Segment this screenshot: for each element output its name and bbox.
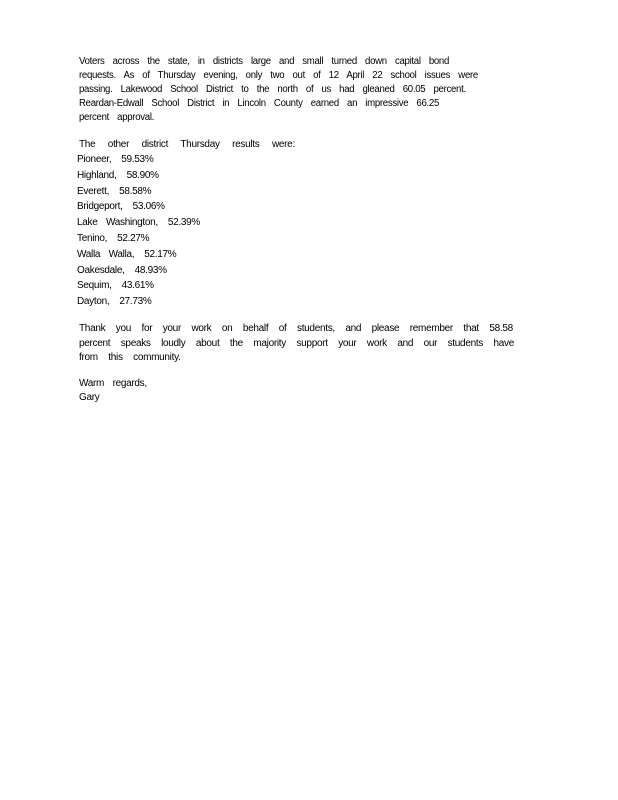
district-name: Everett, xyxy=(77,185,110,197)
district-name: Oakesdale, xyxy=(77,264,125,276)
district-name: Dayton, xyxy=(77,296,110,308)
result-row xyxy=(77,263,200,279)
district-percent: 48.93% xyxy=(134,264,167,276)
district-percent: 58.90% xyxy=(126,169,159,181)
result-row xyxy=(77,199,200,215)
paragraph-line: from this community. xyxy=(79,352,181,363)
paragraph-line: Voters across the state, in districts large and small turned down capital bond xyxy=(79,56,450,67)
district-name: Walla Walla, xyxy=(77,248,135,260)
paragraph-line: requests. As of Thursday evening, only two out of 12 April 22 school issues were xyxy=(79,70,478,81)
district-name: Sequim, xyxy=(77,280,112,292)
results-list xyxy=(77,152,200,310)
paragraph-line: percent approval. xyxy=(79,112,155,123)
district-percent: 59.53% xyxy=(121,154,154,165)
district-percent: 52.27% xyxy=(117,232,150,244)
result-row xyxy=(77,278,200,294)
result-row xyxy=(77,184,200,200)
district-name: Pioneer, xyxy=(77,154,112,165)
salutation: Warm regards, xyxy=(79,378,147,389)
thanks-paragraph xyxy=(79,322,514,366)
district-name: Highland, xyxy=(77,169,117,181)
closing-block xyxy=(79,377,147,405)
district-percent: 52.39% xyxy=(167,217,201,229)
district-percent: 43.61% xyxy=(121,280,154,292)
result-row xyxy=(77,294,200,310)
paragraph-line: passing. Lakewood School District to the north of us had gleaned 60.05 percent. xyxy=(79,84,466,95)
paragraph-line: Thank you for your work on behalf of students, and please remember that 58.58 xyxy=(79,323,513,334)
district-name: Bridgeport, xyxy=(77,201,123,213)
result-row xyxy=(77,168,200,184)
result-row xyxy=(77,247,200,263)
signature: Gary xyxy=(79,392,100,403)
result-row xyxy=(77,231,200,247)
paragraph-line: percent speaks loudly about the majority support your work and our students have xyxy=(79,337,514,349)
district-percent: 53.06% xyxy=(132,201,165,213)
intro-paragraph xyxy=(79,55,482,125)
result-row xyxy=(77,152,200,168)
results-heading: The other district Thursday results were: xyxy=(79,139,295,150)
district-percent: 52.17% xyxy=(144,248,177,260)
paragraph-line: Reardan-Edwall School District in Lincoln County earned an impressive 66.25 xyxy=(79,98,440,109)
district-name: Tenino, xyxy=(77,232,108,244)
district-name: Lake Washington, xyxy=(77,217,158,229)
result-row xyxy=(77,215,200,231)
district-percent: 27.73% xyxy=(119,296,152,308)
district-percent: 58.58% xyxy=(119,185,152,197)
